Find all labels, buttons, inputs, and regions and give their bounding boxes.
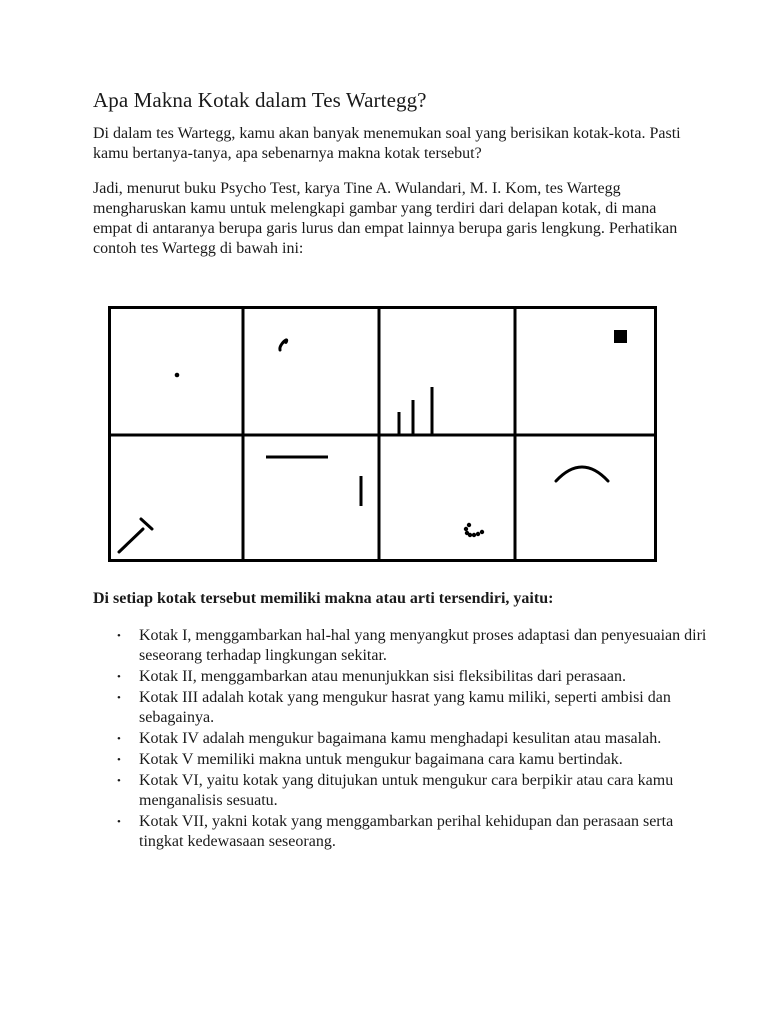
list-item [93,771,713,811]
box-1 [175,373,180,378]
list-item-text: Kotak III adalah kotak yang mengukur hasrat yang kamu miliki, seperti ambisi dan sebagainya. [139,689,671,726]
box-1-dot [175,373,180,378]
bullet-icon: • [117,671,121,683]
list-item-text: Kotak I, menggambarkan hal-hal yang menyangkut proses adaptasi dan penyesuaian diri seseorang terhadap lingkungan sekitar. [139,627,707,664]
list-item [93,626,713,666]
box-7-dot [476,532,480,536]
box-2-curve [280,340,287,350]
meanings-list [93,626,713,853]
list-item [93,750,713,770]
box-7 [464,523,484,537]
box-5-diagonal-short [141,519,152,529]
box-8-arc [556,467,608,481]
box-5-diagonal-long [119,529,143,552]
bullet-icon: • [117,816,121,828]
list-item [93,688,713,728]
list-item-text: Kotak II, menggambarkan atau menunjukkan sisi fleksibilitas dari perasaan. [139,668,626,685]
intro-paragraph: Di dalam tes Wartegg, kamu akan banyak menemukan soal yang berisikan kotak-kota. Pasti kamu bertanya-tanya, apa sebenarnya makna kotak tersebut? [93,125,681,162]
box-8 [556,467,608,481]
box-6 [266,457,361,506]
bullet-icon: • [117,630,121,642]
bullet-icon: • [117,775,121,787]
box-3 [399,387,432,434]
wartegg-test-figure [108,306,657,562]
bullet-icon: • [117,733,121,745]
meanings-heading: Di setiap kotak tersebut memiliki makna atau arti tersendiri, yaitu: [93,590,554,607]
bullet-icon: • [117,692,121,704]
list-item-text: Kotak IV adalah mengukur bagaimana kamu menghadapi kesulitan atau masalah. [139,730,662,747]
list-item-text: Kotak VII, yakni kotak yang menggambarkan perihal kehidupan dan perasaan serta tingkat kedewasaan seseorang. [139,813,674,850]
bullet-icon: • [117,754,121,766]
box-7-dot [468,533,472,537]
box-5 [119,519,152,552]
list-item [93,729,713,749]
box-7-dot [464,527,468,531]
article-body [93,86,693,259]
list-item-text: Kotak V memiliki makna untuk mengukur bagaimana cara kamu bertindak. [139,751,623,768]
box-7-dot [480,530,484,534]
box-4 [614,330,627,343]
list-item-text: Kotak VI, yaitu kotak yang ditujukan untuk mengukur cara berpikir atau cara kamu menganalisis sesuatu. [139,772,674,809]
box-4-square [614,330,627,343]
box-7-dot [467,523,471,527]
box-7-dot [472,533,476,537]
box-2 [280,340,287,350]
article-title: Apa Makna Kotak dalam Tes Wartegg? [93,88,427,112]
list-item [93,812,713,852]
list-item [93,667,713,687]
description-paragraph: Jadi, menurut buku Psycho Test, karya Tine A. Wulandari, M. I. Kom, tes Wartegg mengharuskan kamu untuk melengkapi gambar yang terdiri dari delapan kotak, di mana empat di antaranya berupa garis lurus dan empat lainnya berupa garis lengkung. Perhatikan contoh tes Wartegg di bawah ini: [93,180,678,257]
